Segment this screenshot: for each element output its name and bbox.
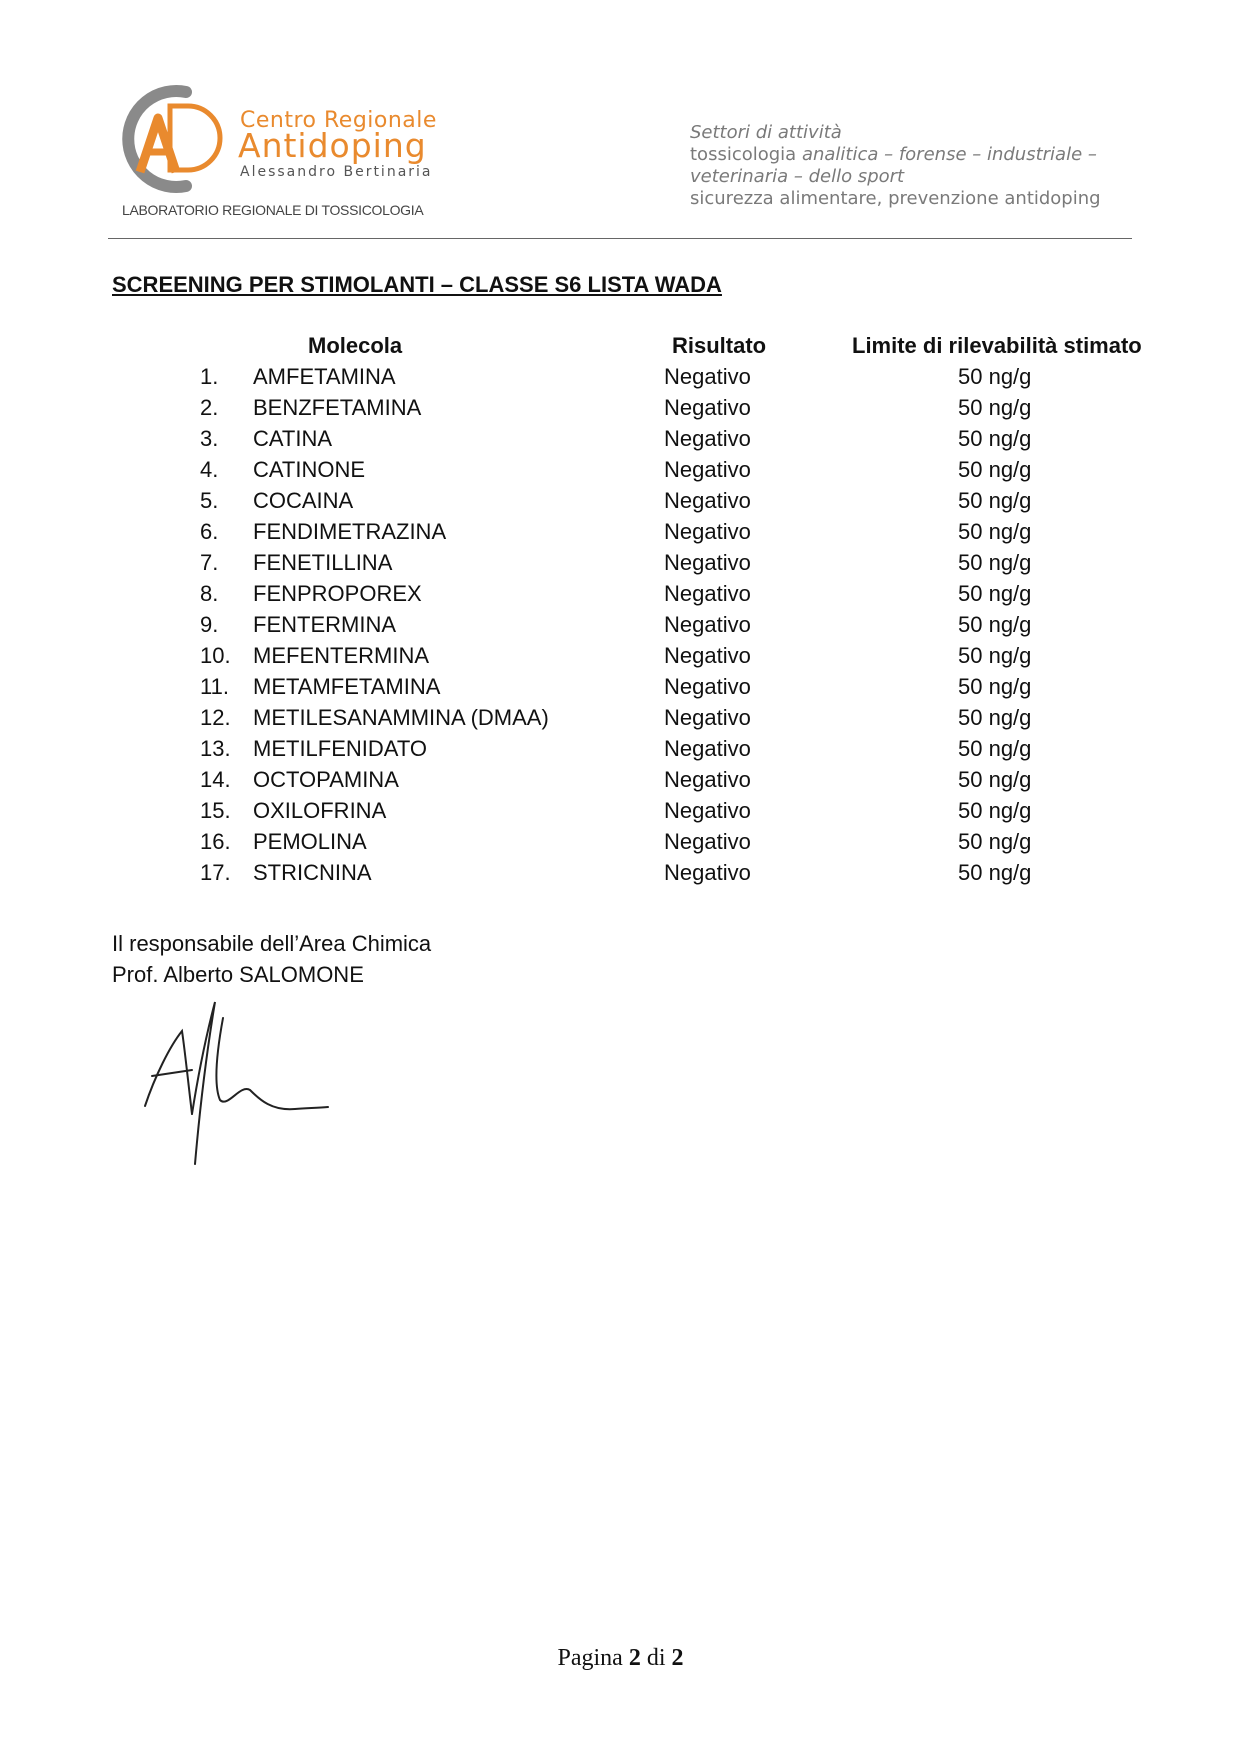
- handwritten-signature-icon: [140, 996, 330, 1171]
- table-row: [0, 643, 1241, 674]
- row-number: 4.: [200, 457, 219, 482]
- table-row: [0, 581, 1241, 612]
- row-risultato: Negativo: [664, 736, 751, 761]
- row-number: 16.: [200, 829, 231, 854]
- row-risultato: Negativo: [664, 612, 751, 637]
- row-limite: 50 ng/g: [958, 395, 1032, 420]
- table-row: [0, 705, 1241, 736]
- sectors-line-1b: analitica – forense – industriale –: [801, 144, 1097, 165]
- row-risultato: Negativo: [664, 457, 751, 482]
- table-row: [0, 674, 1241, 705]
- table-row: [0, 612, 1241, 643]
- row-molecola: BENZFETAMINA: [253, 395, 422, 420]
- page-number: [0, 1645, 1241, 1672]
- lab-logo: [118, 84, 458, 224]
- row-limite: 50 ng/g: [958, 550, 1032, 575]
- row-number: 2.: [200, 395, 219, 420]
- column-header-limite: Limite di rilevabilità stimato: [852, 333, 1142, 358]
- row-risultato: Negativo: [664, 767, 751, 792]
- row-molecola: OXILOFRINA: [253, 798, 387, 823]
- row-molecola: STRICNINA: [253, 860, 372, 885]
- signatory-block: [112, 928, 431, 990]
- row-molecola: OCTOPAMINA: [253, 767, 399, 792]
- row-number: 14.: [200, 767, 231, 792]
- row-risultato: Negativo: [664, 488, 751, 513]
- table-row: [0, 860, 1241, 891]
- row-number: 10.: [200, 643, 231, 668]
- signatory-role: Il responsabile dell’Area Chimica: [112, 931, 432, 956]
- table-row: [0, 395, 1241, 426]
- page-middle: di: [640, 1645, 672, 1671]
- row-molecola: FENTERMINA: [253, 612, 396, 637]
- logo-line-3: Alessandro Bertinaria: [240, 164, 433, 180]
- row-risultato: Negativo: [664, 550, 751, 575]
- sectors-line-2: veterinaria – dello sport: [690, 166, 905, 187]
- row-molecola: CATINONE: [253, 457, 366, 482]
- row-limite: 50 ng/g: [958, 829, 1032, 854]
- row-risultato: Negativo: [664, 581, 751, 606]
- page-total: 2: [671, 1645, 684, 1671]
- activity-sectors: [690, 122, 1130, 210]
- row-limite: 50 ng/g: [958, 488, 1032, 513]
- table-row: [0, 457, 1241, 488]
- row-limite: 50 ng/g: [958, 426, 1032, 451]
- row-number: 17.: [200, 860, 231, 885]
- row-limite: 50 ng/g: [958, 364, 1032, 389]
- page-prefix: Pagina: [557, 1645, 629, 1671]
- table-row: [0, 798, 1241, 829]
- row-risultato: Negativo: [664, 829, 751, 854]
- table-row: [0, 767, 1241, 798]
- logo-line-1: Centro Regionale: [240, 108, 437, 133]
- row-risultato: Negativo: [664, 519, 751, 544]
- column-header-risultato: Risultato: [672, 333, 767, 358]
- row-limite: 50 ng/g: [958, 705, 1032, 730]
- row-limite: 50 ng/g: [958, 643, 1032, 668]
- table-row: [0, 488, 1241, 519]
- row-risultato: Negativo: [664, 643, 751, 668]
- table-row: [0, 736, 1241, 767]
- row-number: 5.: [200, 488, 219, 513]
- row-molecola: FENDIMETRAZINA: [253, 519, 447, 544]
- table-row: [0, 519, 1241, 550]
- table-row: [0, 550, 1241, 581]
- row-molecola: METILESANAMMINA (DMAA): [253, 705, 549, 730]
- sectors-title: Settori di attività: [690, 122, 842, 143]
- row-limite: 50 ng/g: [958, 860, 1032, 885]
- row-limite: 50 ng/g: [958, 457, 1032, 482]
- page-current: 2: [628, 1645, 641, 1671]
- row-risultato: Negativo: [664, 364, 751, 389]
- column-header-molecola: Molecola: [308, 333, 403, 358]
- row-risultato: Negativo: [664, 860, 751, 885]
- row-number: 12.: [200, 705, 231, 730]
- row-limite: 50 ng/g: [958, 798, 1032, 823]
- table-row: [0, 829, 1241, 860]
- logo-mark-icon: [118, 84, 228, 194]
- sectors-line-3: sicurezza alimentare, prevenzione antidoping: [690, 188, 1101, 209]
- row-number: 7.: [200, 550, 219, 575]
- row-number: 15.: [200, 798, 231, 823]
- row-molecola: AMFETAMINA: [253, 364, 396, 389]
- row-molecola: FENETILLINA: [253, 550, 393, 575]
- header-divider: [108, 238, 1132, 239]
- row-risultato: Negativo: [664, 674, 751, 699]
- row-number: 8.: [200, 581, 219, 606]
- logo-line-2: Antidoping: [238, 126, 427, 165]
- table-row: [0, 426, 1241, 457]
- row-limite: 50 ng/g: [958, 581, 1032, 606]
- row-limite: 50 ng/g: [958, 767, 1032, 792]
- row-number: 9.: [200, 612, 219, 637]
- row-molecola: PEMOLINA: [253, 829, 367, 854]
- logo-lab-name: LABORATORIO REGIONALE DI TOSSICOLOGIA: [122, 202, 424, 218]
- row-limite: 50 ng/g: [958, 519, 1032, 544]
- row-limite: 50 ng/g: [958, 736, 1032, 761]
- row-molecola: MEFENTERMINA: [253, 643, 429, 668]
- row-number: 3.: [200, 426, 219, 451]
- row-number: 11.: [200, 674, 229, 699]
- row-limite: 50 ng/g: [958, 674, 1032, 699]
- row-number: 1.: [200, 364, 219, 389]
- table-row: [0, 364, 1241, 395]
- sectors-line-1a: tossicologia: [690, 144, 802, 165]
- row-risultato: Negativo: [664, 705, 751, 730]
- row-risultato: Negativo: [664, 798, 751, 823]
- row-risultato: Negativo: [664, 395, 751, 420]
- row-molecola: METILFENIDATO: [253, 736, 427, 761]
- row-molecola: CATINA: [253, 426, 333, 451]
- row-molecola: COCAINA: [253, 488, 354, 513]
- row-molecola: METAMFETAMINA: [253, 674, 441, 699]
- signatory-name: Prof. Alberto SALOMONE: [112, 962, 364, 987]
- sectors-line-1: [690, 144, 1130, 166]
- row-molecola: FENPROPOREX: [253, 581, 422, 606]
- row-risultato: Negativo: [664, 426, 751, 451]
- row-number: 6.: [200, 519, 219, 544]
- row-limite: 50 ng/g: [958, 612, 1032, 637]
- document-title: SCREENING PER STIMOLANTI – CLASSE S6 LISTA WADA: [112, 272, 722, 297]
- row-number: 13.: [200, 736, 231, 761]
